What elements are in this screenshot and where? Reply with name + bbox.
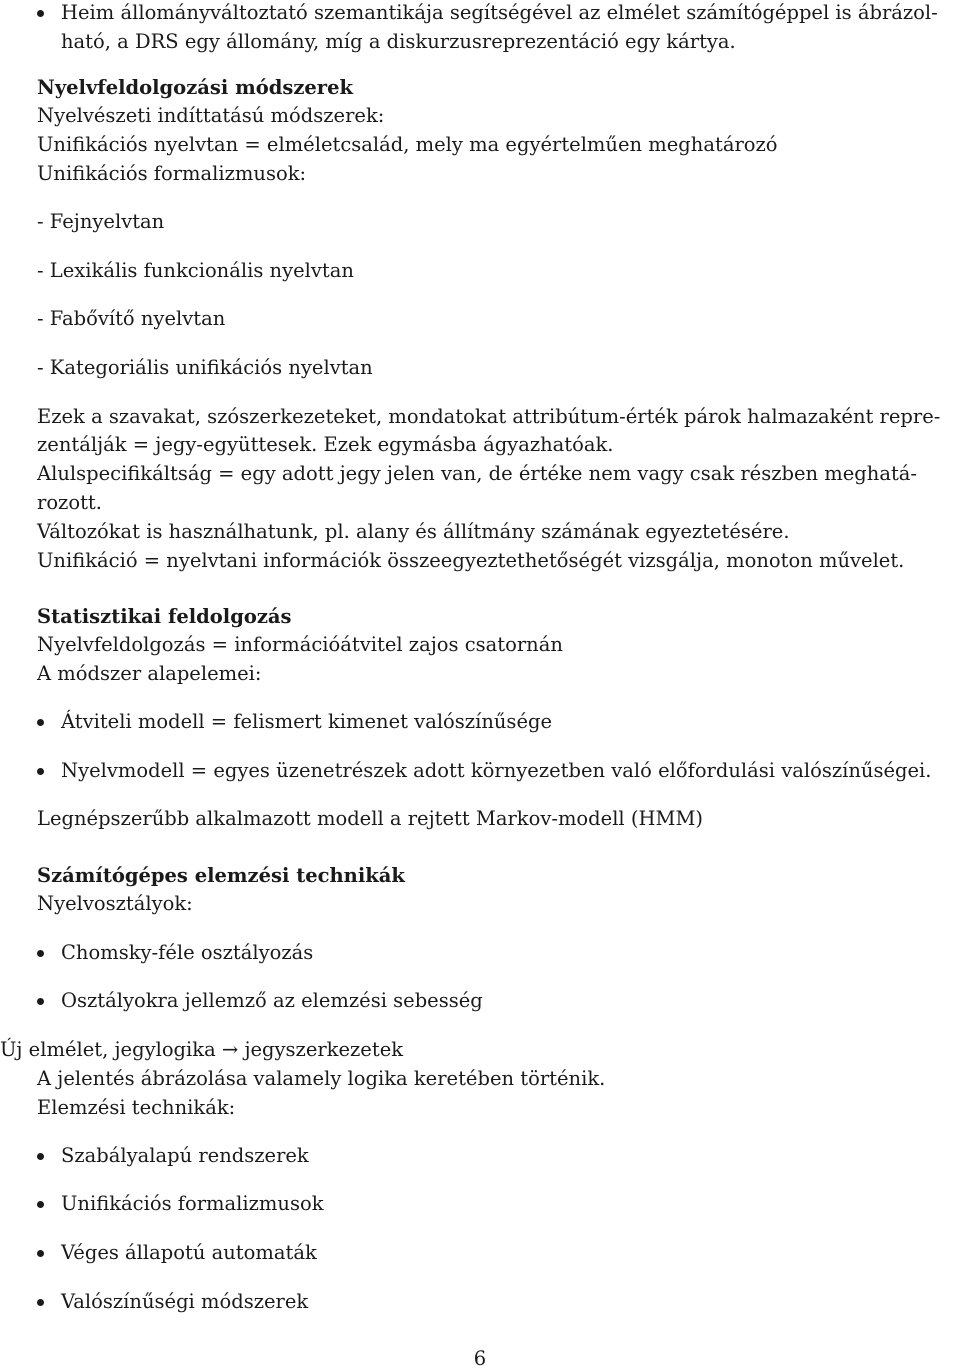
section2-closing: Legnépszerűbb alkalmazott modell a rejtett Markov-modell (HMM): [37, 807, 704, 830]
dash-item-1: - Lexikális funkcionális nyelvtan: [37, 259, 354, 282]
section3-line-0: Nyelvosztályok:: [37, 892, 193, 915]
page-number: 6: [473, 1347, 487, 1370]
section2-bullet-1-text: Nyelvmodell = egyes üzenetrészek adott környezetben való előfordulási valószínűségei.: [61, 759, 932, 782]
section2-bullet-0-text: Átviteli modell = felismert kimenet valószínűsége: [61, 710, 553, 733]
dash-item-3: - Kategoriális unifikációs nyelvtan: [37, 356, 373, 379]
dash-item-0: - Fejnyelvtan: [37, 210, 165, 233]
section2-line-0: Nyelvfeldolgozás = információátvitel zajos csatornán: [37, 633, 563, 656]
bullet-icon: [37, 1250, 44, 1257]
dash-item-2: - Fabővítő nyelvtan: [37, 307, 226, 330]
para-line-0: Ezek a szavakat, szószerkezeteket, mondatokat attribútum-érték párok halmazaként repre-: [37, 405, 941, 428]
section1-line-2: Unifikációs formalizmusok:: [37, 162, 307, 185]
section3-bullet2-2-text: Véges állapotú automaták: [61, 1241, 317, 1264]
bullet-icon: [37, 998, 44, 1005]
intro-bullet-line1: Heim állományváltoztató szemantikája segítségével az elmélet számítógéppel is ábrázol-: [61, 1, 938, 24]
bullet-icon: [37, 768, 44, 775]
para-line-1: zentálják = jegy-együttesek. Ezek egymásba ágyazhatóak.: [37, 433, 614, 456]
bullet-icon: [37, 10, 44, 17]
section3-mid-line-1: A jelentés ábrázolása valamely logika keretében történik.: [37, 1067, 606, 1090]
para-line-4: Változókat is használhatunk, pl. alany és állítmány számának egyeztetésére.: [37, 520, 790, 543]
para-line-2: Alulspecifikáltság = egy adott jegy jelen van, de értéke nem vagy csak részben meghatá-: [37, 462, 918, 485]
para-line-3: rozott.: [37, 491, 102, 514]
section2-line-1: A módszer alapelemei:: [37, 662, 262, 685]
intro-bullet-line2: ható, a DRS egy állomány, míg a diskurzusreprezentáció egy kártya.: [61, 30, 736, 53]
bullet-icon: [37, 950, 44, 957]
section3-bullet2-0-text: Szabályalapú rendszerek: [61, 1144, 309, 1167]
section3-bullet-1-text: Osztályokra jellemző az elemzési sebesség: [61, 989, 483, 1012]
section3-bullet-0-text: Chomsky-féle osztályozás: [61, 941, 314, 964]
section1-line-1: Unifikációs nyelvtan = elméletcsalád, mely ma egyértelműen meghatározó: [37, 133, 778, 156]
bullet-icon: [37, 1201, 44, 1208]
para-line-5: Unifikáció = nyelvtani információk összeegyeztethetőségét vizsgálja, monoton művelet.: [37, 549, 905, 572]
section3-heading: Számítógépes elemzési technikák: [37, 864, 405, 887]
section2-heading: Statisztikai feldolgozás: [37, 605, 292, 628]
bullet-icon: [37, 1299, 44, 1306]
bullet-icon: [37, 1153, 44, 1160]
section3-mid-line-2: Elemzési technikák:: [37, 1096, 236, 1119]
section1-line-0: Nyelvészeti indíttatású módszerek:: [37, 104, 385, 127]
bullet-icon: [37, 719, 44, 726]
section3-bullet2-1-text: Unifikációs formalizmusok: [61, 1192, 324, 1215]
section3-mid-line-0: Új elmélet, jegylogika → jegyszerkezetek: [0, 1038, 404, 1061]
section1-heading: Nyelvfeldolgozási módszerek: [37, 76, 353, 99]
section3-bullet2-3-text: Valószínűségi módszerek: [61, 1290, 309, 1313]
